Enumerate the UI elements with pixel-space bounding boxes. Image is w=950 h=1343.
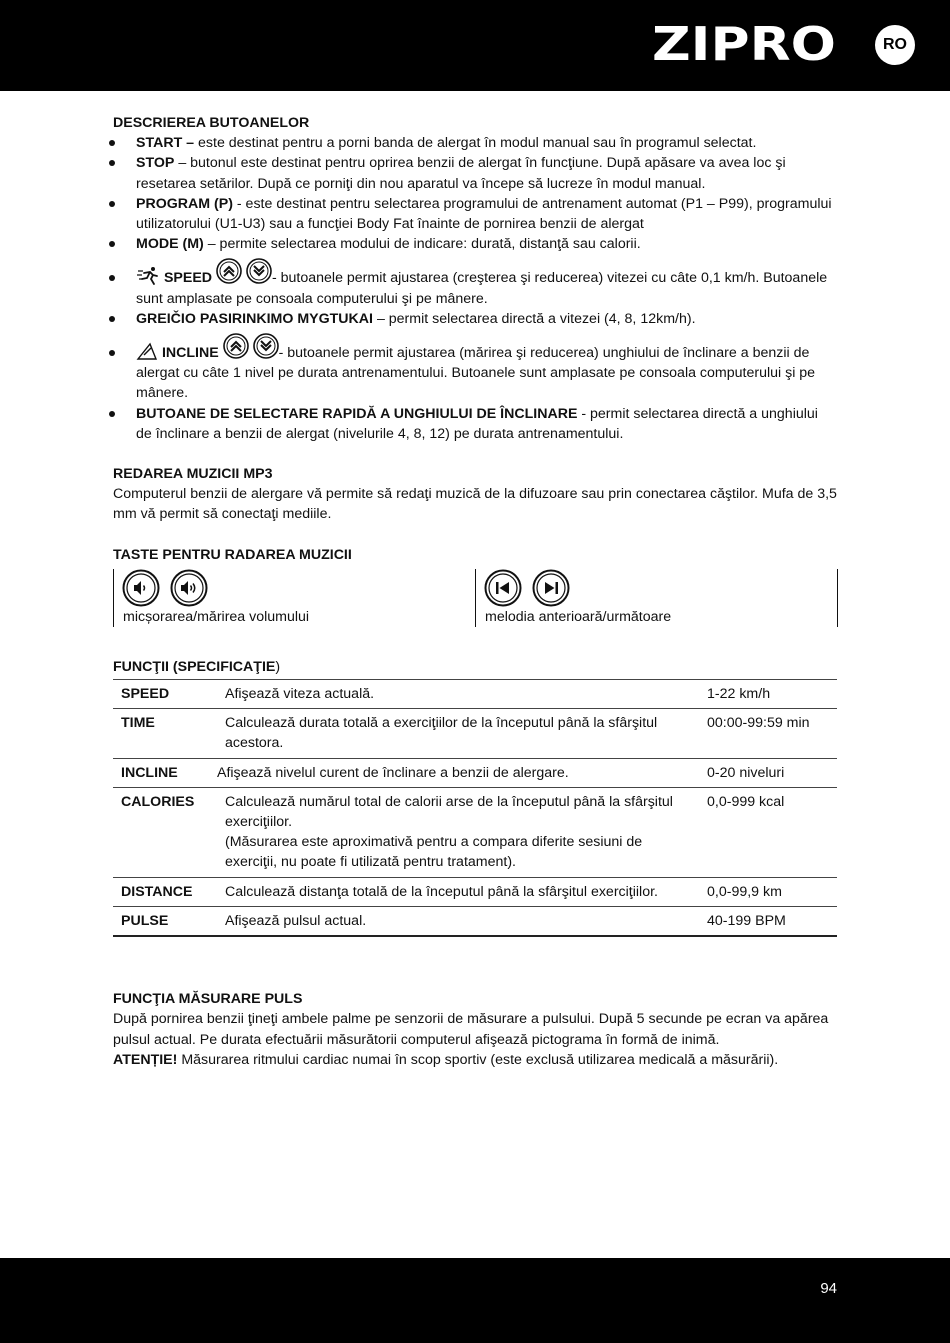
- functions-table: [113, 679, 837, 937]
- list-item: [113, 309, 837, 329]
- param-cell: TIME: [113, 709, 217, 758]
- warning-text: Măsurarea ritmului cardiac numai în scop sportiv (este exclusă utilizarea medicală a măsurării).: [177, 1051, 779, 1068]
- svg-text:ZIPRO: ZIPRO: [652, 22, 836, 66]
- track-keys-box: [475, 569, 838, 627]
- range-cell: 40-199 BPM: [699, 906, 837, 936]
- item-name: STOP: [136, 155, 175, 172]
- table-row: [113, 787, 837, 877]
- item-text: - butoanele permit ajustarea (mărirea şi reducerea) unghiului de înclinare a benzii de alergat cu câte 1 nivel pe durata antrenamentului. Butoanele sunt amplasate pe consoala computerului şi pe mânere.: [136, 345, 816, 402]
- zipro-logo: [651, 22, 837, 66]
- range-cell: 1-22 km/h: [699, 680, 837, 709]
- item-text: – permit selectarea directă a vitezei (4, 8, 12km/h).: [373, 310, 696, 327]
- music-keys-panel: [113, 569, 837, 631]
- item-text: este destinat pentru a porni banda de alergat în modul manual sau în programul selectat.: [194, 135, 757, 152]
- list-item: [113, 133, 837, 153]
- page-footer: [0, 1258, 950, 1343]
- next-track-icon: [532, 569, 570, 607]
- list-item: [113, 333, 837, 404]
- language-badge: RO: [875, 25, 915, 65]
- desc-cell: Calculează durata totală a exerciţiilor de la începutul până la sfârşitul acestora.: [217, 709, 699, 758]
- table-row: [113, 906, 837, 936]
- list-item: [113, 258, 837, 308]
- item-text: - este destinat pentru selectarea programului de antrenament automat (P1 – P99), programului utilizatorului (U1-U3) sau a funcţiei Body Fat înainte de pornirea benzii de alergat: [136, 195, 832, 233]
- buttons-list: [113, 133, 837, 444]
- volume-buttons: [122, 569, 208, 609]
- speed-down-icon: [246, 258, 272, 284]
- desc-cell: Afişează pulsul actual.: [217, 906, 699, 936]
- range-cell: 00:00-99:59 min: [699, 709, 837, 758]
- desc-cell: Afişează nivelul curent de înclinare a benzii de alergare.: [217, 758, 699, 787]
- page-header: [0, 0, 950, 91]
- track-caption: melodia anterioară/următoare: [485, 608, 672, 625]
- table-row: [113, 680, 837, 709]
- mp3-section-text: Computerul benzii de alergare vă permite să redaţi muzică de la difuzoare sau prin conectarea căştilor. Mufa de 3,5 mm vă permit să conectaţi mediile.: [113, 486, 837, 523]
- param-cell: PULSE: [113, 906, 217, 936]
- param-cell: DISTANCE: [113, 877, 217, 906]
- incline-down-icon: [253, 333, 279, 359]
- param-cell: CALORIES: [113, 787, 217, 877]
- range-cell: 0,0-999 kcal: [699, 787, 837, 877]
- page-content: [113, 113, 837, 1070]
- track-buttons: [484, 569, 570, 609]
- item-name: START –: [136, 135, 195, 152]
- table-row: [113, 758, 837, 787]
- item-text: – butonul este destinat pentru oprirea benzii de alergat în funcţiune. După apăsare va avea loc şi resetarea setărilor. După ce porniţi din nou aparatul va începe să lucreze în modul manual.: [136, 155, 786, 192]
- item-text: - permit selectarea directă a unghiului de înclinare a benzii de alergat (nivelurile 4, 8, 12) pe durata antrenamentului.: [136, 405, 818, 442]
- list-item: [113, 404, 837, 444]
- param-cell: INCLINE: [113, 758, 217, 787]
- pulse-warning: [113, 1050, 837, 1070]
- volume-up-icon: [170, 569, 208, 607]
- page-number: 94: [820, 1280, 837, 1297]
- desc-note: (Măsurarea este aproximativă pentru a compara diferite sesiuni de exerciţii, nu poate fi utilizată pentru tratament).: [225, 834, 643, 871]
- item-name: GREIČIO PASIRINKIMO MYGTUKAI: [136, 310, 373, 327]
- music-keys-title: TASTE PENTRU RADAREA MUZICII: [113, 546, 352, 563]
- item-name: MODE (M): [136, 236, 204, 253]
- item-name: SPEED: [163, 270, 213, 287]
- item-text: - butoanele permit ajustarea (creşterea şi reducerea) vitezei cu câte 0,1 km/h. Butoanele sunt amplasate pe consoala computerului şi pe mânere.: [136, 270, 828, 307]
- volume-caption: micșorarea/mărirea volumului: [123, 608, 310, 625]
- functions-title: [113, 657, 837, 677]
- pulse-section-text: După pornirea benzii ţineţi ambele palme pe senzorii de măsurare a pulsului. După 5 secunde pe ecran va apărea pulsul actual. Pe durata efectuării măsurătorii computerul afişează pictograma în formă de inimă.: [113, 1011, 829, 1048]
- table-row: [113, 709, 837, 758]
- list-item: [113, 234, 837, 254]
- list-item: [113, 153, 837, 193]
- functions-title-bold: FUNCŢII (SPECIFICAŢIE: [113, 658, 276, 675]
- incline-up-icon: [223, 333, 249, 359]
- mp3-section-title: REDAREA MUZICII MP3: [113, 466, 273, 483]
- incline-icon: [136, 341, 158, 361]
- running-man-icon: [136, 266, 160, 286]
- table-row: [113, 877, 837, 906]
- warning-label: ATENȚIE!: [113, 1051, 178, 1068]
- item-name: BUTOANE DE SELECTARE RAPIDĂ A UNGHIULUI DE ÎNCLINARE: [136, 405, 578, 422]
- desc-cell: Calculează distanţa totală de la începutul până la sfârşitul exerciţiilor.: [217, 877, 699, 906]
- item-name: PROGRAM (P): [136, 195, 233, 212]
- param-cell: SPEED: [113, 680, 217, 709]
- desc-text: Calculează numărul total de calorii arse de la începutul până la sfârşitul exerciţiilor.: [225, 793, 673, 831]
- desc-cell: [217, 787, 699, 877]
- range-cell: 0-20 niveluri: [699, 758, 837, 787]
- speed-up-icon: [216, 258, 242, 284]
- desc-cell: Afişează viteza actuală.: [217, 680, 699, 709]
- buttons-section-title: DESCRIEREA BUTOANELOR: [113, 115, 310, 131]
- previous-track-icon: [484, 569, 522, 607]
- item-text: – permite selectarea modului de indicare: durată, distanţă sau calorii.: [203, 236, 641, 253]
- functions-title-close: ): [275, 658, 281, 675]
- item-name: INCLINE: [161, 345, 219, 362]
- list-item: [113, 194, 837, 234]
- volume-down-icon: [122, 569, 160, 607]
- pulse-section-title: FUNCŢIA MĂSURARE PULS: [113, 991, 303, 1008]
- range-cell: 0,0-99,9 km: [699, 877, 837, 906]
- volume-keys-box: [113, 569, 476, 627]
